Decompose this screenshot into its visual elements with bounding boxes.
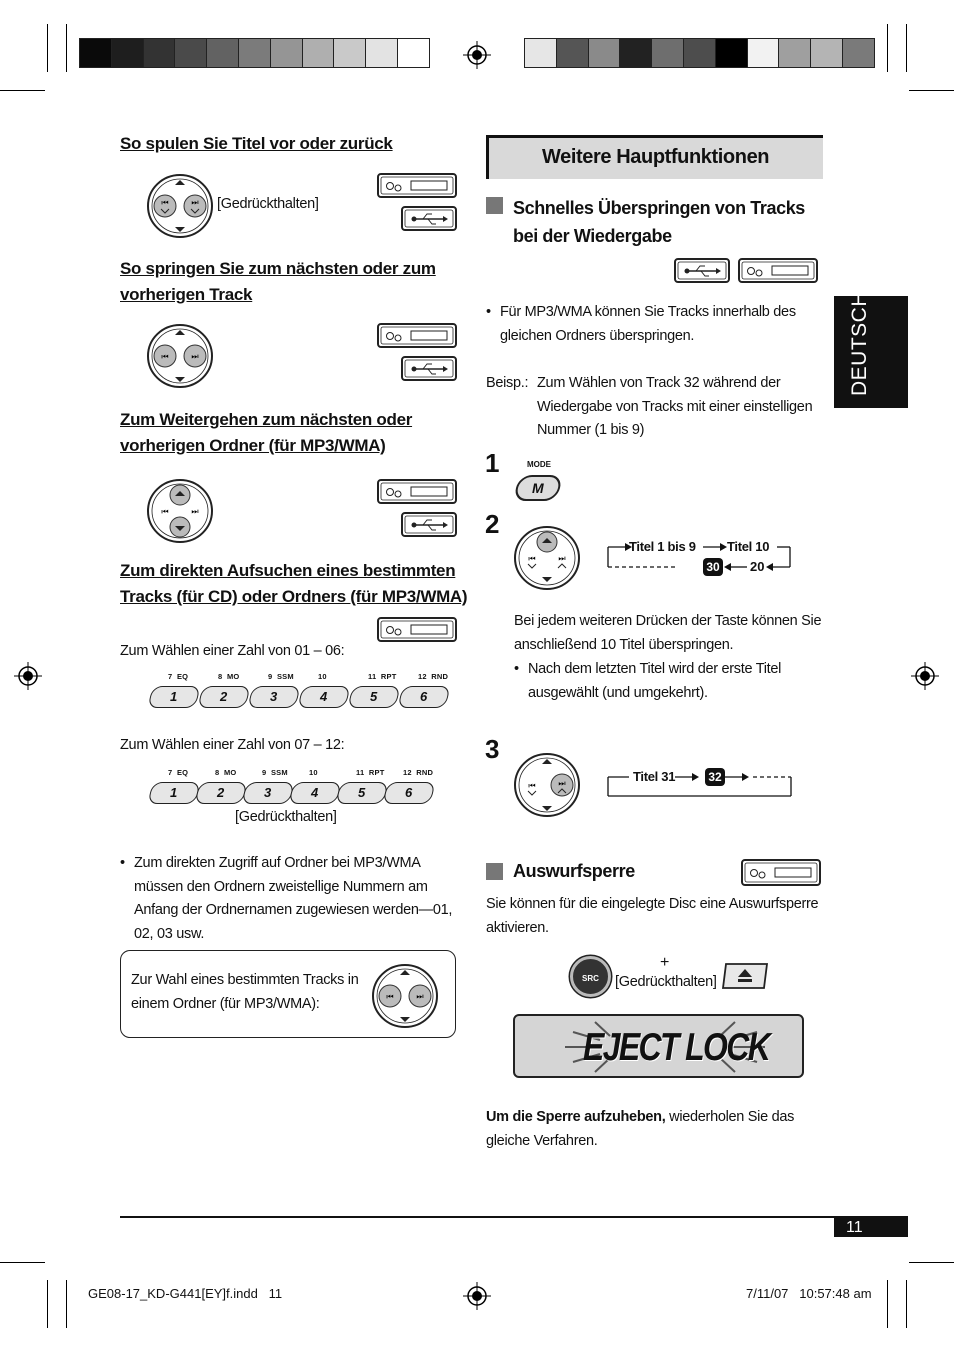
registration-mark-icon — [463, 41, 491, 69]
page-number: 11 — [846, 1219, 863, 1236]
number-key-6: 6 — [397, 686, 450, 708]
svg-text:⏭: ⏭ — [191, 352, 199, 361]
number-key-4: 4 — [288, 782, 341, 804]
bullet-icon: • — [514, 661, 519, 677]
mode-button: M — [513, 475, 563, 501]
svg-text:⏮: ⏮ — [161, 507, 169, 516]
number-key-1: 1 — [147, 686, 200, 708]
hold-label: [Gedrückthalten] — [235, 809, 337, 825]
control-pad-icon — [513, 752, 581, 818]
svg-text:⏮: ⏮ — [386, 992, 394, 1001]
control-pad-icon — [513, 525, 581, 591]
footer-rule — [120, 1216, 908, 1218]
eject-lock-description: Sie können für die eingelegte Disc eine Auswurfsperre aktivieren. — [486, 896, 819, 936]
para-repeat-press: Bei jedem weiteren Drücken der Taste können Sie anschließend 10 Titel überspringen. — [514, 613, 822, 653]
flow-badge-32: 32 — [705, 768, 725, 786]
color-swatch — [333, 38, 366, 68]
section-heading-eject-lock: Auswurfsperre — [486, 861, 635, 882]
page-number-tab — [834, 1218, 908, 1237]
flow-titel-1-9: Titel 1 bis 9 — [629, 539, 696, 554]
bullet-icon: • — [486, 304, 491, 320]
color-swatch — [588, 38, 621, 68]
heading-fast-forward-rewind: So spulen Sie Titel vor oder zurück — [120, 134, 393, 153]
flow-20: 20 — [750, 559, 765, 574]
bullet-wraparound: • Nach dem letzten Titel wird der erste Titel ausgewählt (und umgekehrt). — [514, 658, 781, 705]
mode-label: MODE — [527, 460, 551, 469]
svg-text:⏮: ⏮ — [161, 352, 169, 361]
heading-direct-select: Zum direkten Aufsuchen eines bestimmten Tracks (für CD) oder Ordners (für MP3/WMA) — [120, 561, 468, 606]
control-pad-icon — [371, 963, 439, 1029]
language-tab-label: DEUTSCH — [848, 290, 871, 396]
unlock-instructions: Um die Sperre aufzuheben, wiederholen Sie das gleiche Verfahren. — [486, 1109, 795, 1149]
color-swatch — [747, 38, 780, 68]
cd-source-icon — [377, 479, 457, 504]
src-button: SRC — [570, 956, 611, 997]
cd-source-icon — [377, 173, 457, 198]
number-key-5: 5 — [347, 686, 400, 708]
number-key-label: 10 — [309, 768, 318, 777]
number-key-3: 3 — [247, 686, 300, 708]
registration-mark-icon — [14, 662, 42, 690]
info-box — [120, 950, 456, 1038]
plus-sign: + — [660, 954, 670, 971]
number-key-label: 7 EQ — [168, 672, 189, 681]
number-key-label: 11 RPT — [368, 672, 397, 681]
heading-skip-track: So springen Sie zum nächsten oder zum vorherigen Track — [120, 259, 436, 304]
footer-timestamp: 7/11/07 10:57:48 am — [746, 1286, 872, 1301]
color-swatch — [715, 38, 748, 68]
color-swatch — [174, 38, 207, 68]
bullet-mp3-wma: • Für MP3/WMA können Sie Tracks innerhalb des gleichen Ordners überspringen. — [486, 301, 796, 348]
example-text: Zum Wählen von Track 32 während der Wiedergabe von Tracks mit einer einstelligen Nummer (1 bis 9) — [537, 375, 813, 438]
page-title: Weitere Hauptfunktionen — [542, 146, 770, 168]
section-heading-quick-skip: Schnelles Überspringen von Tracks bei der Wiedergabe — [486, 194, 805, 250]
info-box-text: Zur Wahl eines bestimmten Tracks in einem Ordner (für MP3/WMA): — [131, 972, 359, 1012]
cd-source-icon — [377, 617, 457, 642]
usb-source-icon — [674, 258, 730, 283]
color-swatch — [810, 38, 843, 68]
cd-source-icon — [738, 258, 818, 283]
number-key-label: 8 MO — [218, 672, 240, 681]
color-swatch — [683, 38, 716, 68]
number-key-6: 6 — [382, 782, 435, 804]
number-key-label: 11 RPT — [356, 768, 385, 777]
number-key-3: 3 — [241, 782, 294, 804]
hold-label: [Gedrückthalten] — [615, 974, 717, 990]
step-number: 2 — [485, 509, 500, 539]
color-swatch — [79, 38, 112, 68]
usb-source-icon — [401, 356, 457, 381]
svg-text:⏭: ⏭ — [558, 554, 566, 563]
example-label: Beisp.: — [486, 375, 529, 391]
flow-badge-30: 30 — [703, 558, 723, 576]
flow-titel-10: Titel 10 — [727, 539, 770, 554]
usb-source-icon — [401, 206, 457, 231]
usb-source-icon — [401, 512, 457, 537]
number-key-label: 10 — [318, 672, 327, 681]
heading-skip-folder: Zum Weitergehen zum nächsten oder vorherigen Ordner (für MP3/WMA) — [120, 410, 413, 455]
svg-text:⏭: ⏭ — [191, 507, 199, 516]
svg-text:⏮: ⏮ — [528, 554, 536, 563]
color-swatch — [842, 38, 875, 68]
control-pad-icon — [146, 478, 214, 544]
control-pad-icon — [146, 323, 214, 389]
color-swatch — [206, 38, 239, 68]
control-pad-icon — [146, 173, 214, 239]
color-swatch — [270, 38, 303, 68]
color-swatch — [238, 38, 271, 68]
number-key-2: 2 — [197, 686, 250, 708]
registration-mark-icon — [911, 662, 939, 690]
color-swatch — [651, 38, 684, 68]
color-swatch — [397, 38, 430, 68]
number-key-2: 2 — [194, 782, 247, 804]
registration-mark-icon — [463, 1282, 491, 1310]
eject-button-icon — [722, 963, 768, 989]
color-swatch — [778, 38, 811, 68]
step-number: 3 — [485, 734, 500, 764]
cd-source-icon — [741, 859, 821, 886]
number-key-label: 12 RND — [403, 768, 434, 777]
eject-lock-display — [513, 1014, 804, 1078]
number-key-label: 12 RND — [418, 672, 449, 681]
color-swatch — [524, 38, 557, 68]
number-key-4: 4 — [297, 686, 350, 708]
color-swatch — [619, 38, 652, 68]
bullet-folder-naming: • Zum direkten Zugriff auf Ordner bei MP3/WMA müssen den Ordnern zweistellige Nummern am Anfang der Ordnernamen zugewiesen werden—01, 02, 03 usw. — [120, 852, 460, 946]
footer-file-info: GE08-17_KD-G441[EY]f.indd 11 — [88, 1286, 283, 1301]
number-key-5: 5 — [335, 782, 388, 804]
cd-source-icon — [377, 323, 457, 348]
svg-text:⏭: ⏭ — [558, 779, 566, 788]
number-key-label: 9 SSM — [268, 672, 294, 681]
color-swatch — [556, 38, 589, 68]
number-key-1: 1 — [147, 782, 200, 804]
eject-lock-text: EJECT LOCK — [583, 1026, 770, 1069]
hold-label: [Gedrückthalten] — [217, 196, 319, 212]
svg-text:⏮: ⏮ — [528, 781, 536, 790]
select-01-06-text: Zum Wählen einer Zahl von 01 – 06: — [120, 643, 345, 659]
select-07-12-text: Zum Wählen einer Zahl von 07 – 12: — [120, 737, 345, 753]
number-key-label: 9 SSM — [262, 768, 288, 777]
step-number: 1 — [485, 448, 500, 478]
svg-text:⏮: ⏮ — [161, 198, 169, 207]
svg-text:⏭: ⏭ — [416, 992, 424, 1001]
color-swatch — [111, 38, 144, 68]
color-swatch — [302, 38, 335, 68]
bullet-icon: • — [120, 855, 125, 871]
svg-text:⏭: ⏭ — [191, 198, 199, 207]
color-swatch — [365, 38, 398, 68]
section-square-icon — [486, 863, 503, 880]
number-key-label: 8 MO — [215, 768, 237, 777]
section-square-icon — [486, 197, 503, 214]
language-tab — [834, 290, 908, 408]
section-title-bar — [486, 135, 823, 179]
flow-titel-31: Titel 31 — [633, 769, 676, 784]
number-key-label: 7 EQ — [168, 768, 189, 777]
color-swatch — [143, 38, 176, 68]
